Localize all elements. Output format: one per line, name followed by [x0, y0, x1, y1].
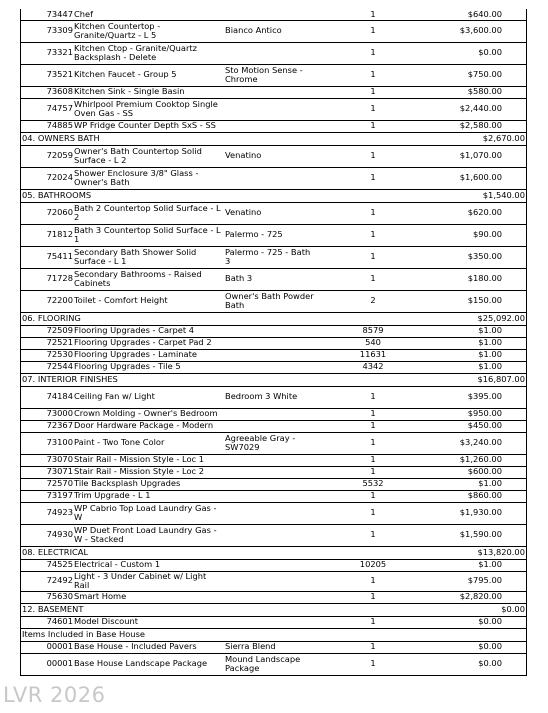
table-row: [21, 420, 526, 432]
item-total-cell: [505, 361, 526, 373]
item-quantity: 1: [316, 9, 430, 20]
item-description: Flooring Upgrades - Laminate: [73, 349, 224, 361]
item-total-cell: [505, 268, 526, 290]
table-row: [21, 490, 526, 502]
item-code: 75630: [21, 591, 73, 603]
table-row: [21, 653, 526, 675]
item-total-cell: [505, 64, 526, 86]
table-row: [21, 386, 526, 408]
item-code: 72544: [21, 361, 73, 373]
item-quantity: 1: [316, 268, 430, 290]
section-title: 12. BASEMENT: [21, 603, 505, 616]
item-price: $0.00: [430, 42, 505, 64]
item-price: $1,070.00: [430, 145, 505, 167]
item-quantity: 1: [316, 86, 430, 98]
item-description: Whirlpool Premium Cooktop Single Oven Gas - SS: [73, 98, 224, 120]
table-row: [21, 571, 526, 591]
item-price: $350.00: [430, 246, 505, 268]
item-description: Secondary Bathrooms - Raised Cabinets: [73, 268, 224, 290]
item-description: Tile Backsplash Upgrades: [73, 478, 224, 490]
item-total-cell: [505, 224, 526, 246]
section-title: 07. INTERIOR FINISHES: [21, 373, 505, 386]
item-code: 73000: [21, 408, 73, 420]
item-total-cell: [505, 524, 526, 546]
item-price: $1.00: [430, 325, 505, 337]
subsection-header-row: [21, 628, 526, 641]
item-description: Smart Home: [73, 591, 224, 603]
item-code: 72570: [21, 478, 73, 490]
table-row: [21, 120, 526, 132]
item-quantity: 2: [316, 290, 430, 312]
item-option: Bath 3: [224, 268, 316, 290]
item-code: 73309: [21, 20, 73, 42]
item-option: [224, 120, 316, 132]
item-option: [224, 559, 316, 571]
item-option: [224, 591, 316, 603]
item-total-cell: [505, 42, 526, 64]
item-total-cell: [505, 478, 526, 490]
item-price: $2,440.00: [430, 98, 505, 120]
item-code: 72492: [21, 571, 73, 591]
item-description: Kitchen Faucet - Group 5: [73, 64, 224, 86]
item-price: $1,600.00: [430, 167, 505, 189]
item-price: $795.00: [430, 571, 505, 591]
item-option: Venatino: [224, 145, 316, 167]
table-row: [21, 290, 526, 312]
section-header-row: [21, 132, 526, 145]
table-row: [21, 9, 526, 20]
item-total-cell: [505, 616, 526, 628]
table-row: [21, 145, 526, 167]
item-quantity: 1: [316, 466, 430, 478]
table-row: [21, 246, 526, 268]
item-code: 00001: [21, 641, 73, 653]
table-row: [21, 42, 526, 64]
options-table: [21, 9, 526, 676]
item-description: Electrical - Custom 1: [73, 559, 224, 571]
section-total: $1,540.00: [505, 189, 526, 202]
item-total-cell: [505, 167, 526, 189]
item-option: [224, 42, 316, 64]
item-option: Bianco Antico: [224, 20, 316, 42]
item-description: Kitchen Countertop - Granite/Quartz - L 5: [73, 20, 224, 42]
item-quantity: 1: [316, 408, 430, 420]
item-price: $1.00: [430, 337, 505, 349]
item-option: [224, 86, 316, 98]
item-description: Bath 2 Countertop Solid Surface - L 2: [73, 202, 224, 224]
item-option: [224, 325, 316, 337]
section-title: 06. FLOORING: [21, 312, 505, 325]
item-code: 72024: [21, 167, 73, 189]
item-quantity: 1: [316, 246, 430, 268]
item-code: 74923: [21, 502, 73, 524]
item-option: [224, 408, 316, 420]
item-description: Secondary Bath Shower Solid Surface - L 1: [73, 246, 224, 268]
item-description: Stair Rail - Mission Style - Loc 2: [73, 466, 224, 478]
item-total-cell: [505, 653, 526, 675]
item-code: 73100: [21, 432, 73, 454]
item-option: [224, 502, 316, 524]
item-quantity: 1: [316, 145, 430, 167]
item-option: Sto Motion Sense - Chrome: [224, 64, 316, 86]
table-row: [21, 98, 526, 120]
item-price: $860.00: [430, 490, 505, 502]
item-quantity: 1: [316, 454, 430, 466]
item-price: $450.00: [430, 420, 505, 432]
item-option: Agreeable Gray - SW7029: [224, 432, 316, 454]
item-option: [224, 9, 316, 20]
item-description: Flooring Upgrades - Tile 5: [73, 361, 224, 373]
item-total-cell: [505, 432, 526, 454]
section-title: 05. BATHROOMS: [21, 189, 505, 202]
item-price: $2,820.00: [430, 591, 505, 603]
item-price: $395.00: [430, 386, 505, 408]
table-row: [21, 224, 526, 246]
item-code: 73608: [21, 86, 73, 98]
item-total-cell: [505, 202, 526, 224]
item-option: [224, 571, 316, 591]
item-quantity: 4342: [316, 361, 430, 373]
item-code: 73447: [21, 9, 73, 20]
item-description: Trim Upgrade - L 1: [73, 490, 224, 502]
item-total-cell: [505, 420, 526, 432]
section-title: 04. OWNERS BATH: [21, 132, 505, 145]
item-price: $640.00: [430, 9, 505, 20]
item-code: 73071: [21, 466, 73, 478]
item-price: $750.00: [430, 64, 505, 86]
table-row: [21, 64, 526, 86]
item-total-cell: [505, 386, 526, 408]
item-total-cell: [505, 337, 526, 349]
item-price: $0.00: [430, 616, 505, 628]
table-row: [21, 432, 526, 454]
item-description: Ceiling Fan w/ Light: [73, 386, 224, 408]
table-row: [21, 524, 526, 546]
item-option: [224, 524, 316, 546]
item-option: Bedroom 3 White: [224, 386, 316, 408]
item-description: Flooring Upgrades - Carpet 4: [73, 325, 224, 337]
table-row: [21, 502, 526, 524]
item-total-cell: [505, 571, 526, 591]
item-code: 72509: [21, 325, 73, 337]
item-code: 72521: [21, 337, 73, 349]
item-price: $600.00: [430, 466, 505, 478]
item-price: $950.00: [430, 408, 505, 420]
item-description: WP Duet Front Load Laundry Gas - W - Stacked: [73, 524, 224, 546]
item-price: $0.00: [430, 653, 505, 675]
item-quantity: 1: [316, 524, 430, 546]
item-option: Palermo - 725 - Bath 3: [224, 246, 316, 268]
item-quantity: 1: [316, 224, 430, 246]
item-code: 73321: [21, 42, 73, 64]
item-quantity: 1: [316, 571, 430, 591]
item-price: $1,930.00: [430, 502, 505, 524]
section-total: $16,807.00: [505, 373, 526, 386]
item-description: Kitchen Ctop - Granite/Quartz Backsplash - Delete: [73, 42, 224, 64]
item-option: [224, 478, 316, 490]
item-code: 73521: [21, 64, 73, 86]
section-header-row: [21, 312, 526, 325]
item-price: $1,590.00: [430, 524, 505, 546]
item-code: 72059: [21, 145, 73, 167]
item-total-cell: [505, 86, 526, 98]
item-code: 74930: [21, 524, 73, 546]
item-total-cell: [505, 98, 526, 120]
item-description: Toilet - Comfort Height: [73, 290, 224, 312]
item-description: WP Cabrio Top Load Laundry Gas - W: [73, 502, 224, 524]
item-description: Kitchen Sink - Single Basin: [73, 86, 224, 98]
table-row: [21, 167, 526, 189]
item-price: $1,260.00: [430, 454, 505, 466]
item-price: $3,240.00: [430, 432, 505, 454]
item-quantity: 540: [316, 337, 430, 349]
item-option: Owner's Bath Powder Bath: [224, 290, 316, 312]
item-code: 74757: [21, 98, 73, 120]
item-description: Owner's Bath Countertop Solid Surface - L 2: [73, 145, 224, 167]
item-code: 72530: [21, 349, 73, 361]
table-row: [21, 86, 526, 98]
item-option: [224, 167, 316, 189]
item-option: [224, 616, 316, 628]
item-quantity: 1: [316, 420, 430, 432]
item-description: Light - 3 Under Cabinet w/ Light Rail: [73, 571, 224, 591]
item-description: Flooring Upgrades - Carpet Pad 2: [73, 337, 224, 349]
item-price: $2,580.00: [430, 120, 505, 132]
item-description: Base House Landscape Package: [73, 653, 224, 675]
table-row: [21, 337, 526, 349]
section-total: $0.00: [505, 603, 526, 616]
item-quantity: 1: [316, 591, 430, 603]
item-code: 73070: [21, 454, 73, 466]
table-row: [21, 361, 526, 373]
item-total-cell: [505, 454, 526, 466]
section-title: Items Included in Base House: [21, 628, 505, 641]
item-quantity: 1: [316, 98, 430, 120]
table-row: [21, 559, 526, 571]
table-row: [21, 268, 526, 290]
item-option: [224, 466, 316, 478]
item-quantity: 1: [316, 432, 430, 454]
item-price: $1.00: [430, 478, 505, 490]
item-total-cell: [505, 641, 526, 653]
item-quantity: 5532: [316, 478, 430, 490]
item-option: Sierra Blend: [224, 641, 316, 653]
item-option: [224, 490, 316, 502]
table-row: [21, 478, 526, 490]
item-total-cell: [505, 9, 526, 20]
table-row: [21, 202, 526, 224]
item-option: [224, 361, 316, 373]
price-sheet: [20, 9, 527, 676]
item-option: [224, 454, 316, 466]
item-price: $3,600.00: [430, 20, 505, 42]
item-quantity: 1: [316, 42, 430, 64]
item-option: [224, 349, 316, 361]
item-price: $90.00: [430, 224, 505, 246]
table-row: [21, 325, 526, 337]
item-total-cell: [505, 408, 526, 420]
item-code: 72200: [21, 290, 73, 312]
item-code: 00001: [21, 653, 73, 675]
table-row: [21, 641, 526, 653]
item-description: WP Fridge Counter Depth SxS - SS: [73, 120, 224, 132]
item-total-cell: [505, 145, 526, 167]
item-quantity: 10205: [316, 559, 430, 571]
section-header-row: [21, 373, 526, 386]
item-total-cell: [505, 325, 526, 337]
item-description: Base House - Included Pavers: [73, 641, 224, 653]
item-description: Shower Enclosure 3/8" Glass - Owner's Bath: [73, 167, 224, 189]
item-total-cell: [505, 20, 526, 42]
item-price: $0.00: [430, 641, 505, 653]
watermark: LVR 2026: [3, 683, 106, 707]
item-option: Palermo - 725: [224, 224, 316, 246]
item-description: Bath 3 Countertop Solid Surface - L 1: [73, 224, 224, 246]
item-option: Venatino: [224, 202, 316, 224]
item-quantity: 1: [316, 502, 430, 524]
item-price: $1.00: [430, 349, 505, 361]
item-quantity: 8579: [316, 325, 430, 337]
table-row: [21, 408, 526, 420]
item-code: 72060: [21, 202, 73, 224]
item-code: 74525: [21, 559, 73, 571]
table-row: [21, 349, 526, 361]
item-code: 71728: [21, 268, 73, 290]
item-total-cell: [505, 349, 526, 361]
item-price: $1.00: [430, 559, 505, 571]
item-quantity: 1: [316, 641, 430, 653]
table-row: [21, 591, 526, 603]
table-row: [21, 616, 526, 628]
section-header-row: [21, 546, 526, 559]
item-quantity: 1: [316, 202, 430, 224]
item-total-cell: [505, 559, 526, 571]
item-description: Chef: [73, 9, 224, 20]
item-option: Mound Landscape Package: [224, 653, 316, 675]
item-code: 75411: [21, 246, 73, 268]
section-total: [505, 628, 526, 641]
item-quantity: 11631: [316, 349, 430, 361]
item-quantity: 1: [316, 386, 430, 408]
item-quantity: 1: [316, 653, 430, 675]
table-row: [21, 454, 526, 466]
item-quantity: 1: [316, 120, 430, 132]
item-option: [224, 337, 316, 349]
item-total-cell: [505, 490, 526, 502]
item-total-cell: [505, 290, 526, 312]
item-price: $150.00: [430, 290, 505, 312]
item-option: [224, 420, 316, 432]
item-total-cell: [505, 246, 526, 268]
item-quantity: 1: [316, 64, 430, 86]
item-code: 74184: [21, 386, 73, 408]
item-code: 74601: [21, 616, 73, 628]
section-total: $13,820.00: [505, 546, 526, 559]
item-code: 71812: [21, 224, 73, 246]
item-price: $1.00: [430, 361, 505, 373]
item-description: Door Hardware Package - Modern: [73, 420, 224, 432]
item-total-cell: [505, 120, 526, 132]
item-description: Stair Rail - Mission Style - Loc 1: [73, 454, 224, 466]
item-quantity: 1: [316, 20, 430, 42]
item-code: 73197: [21, 490, 73, 502]
item-description: Model Discount: [73, 616, 224, 628]
item-price: $180.00: [430, 268, 505, 290]
table-row: [21, 466, 526, 478]
item-price: $580.00: [430, 86, 505, 98]
item-total-cell: [505, 502, 526, 524]
section-header-row: [21, 189, 526, 202]
item-price: $620.00: [430, 202, 505, 224]
section-header-row: [21, 603, 526, 616]
item-code: 72367: [21, 420, 73, 432]
section-total: $25,092.00: [505, 312, 526, 325]
item-quantity: 1: [316, 616, 430, 628]
item-quantity: 1: [316, 490, 430, 502]
item-code: 74885: [21, 120, 73, 132]
item-description: Crown Molding - Owner's Bedroom: [73, 408, 224, 420]
item-option: [224, 98, 316, 120]
item-total-cell: [505, 591, 526, 603]
item-total-cell: [505, 466, 526, 478]
item-description: Paint - Two Tone Color: [73, 432, 224, 454]
section-total: $2,670.00: [505, 132, 526, 145]
table-row: [21, 20, 526, 42]
item-quantity: 1: [316, 167, 430, 189]
section-title: 08. ELECTRICAL: [21, 546, 505, 559]
